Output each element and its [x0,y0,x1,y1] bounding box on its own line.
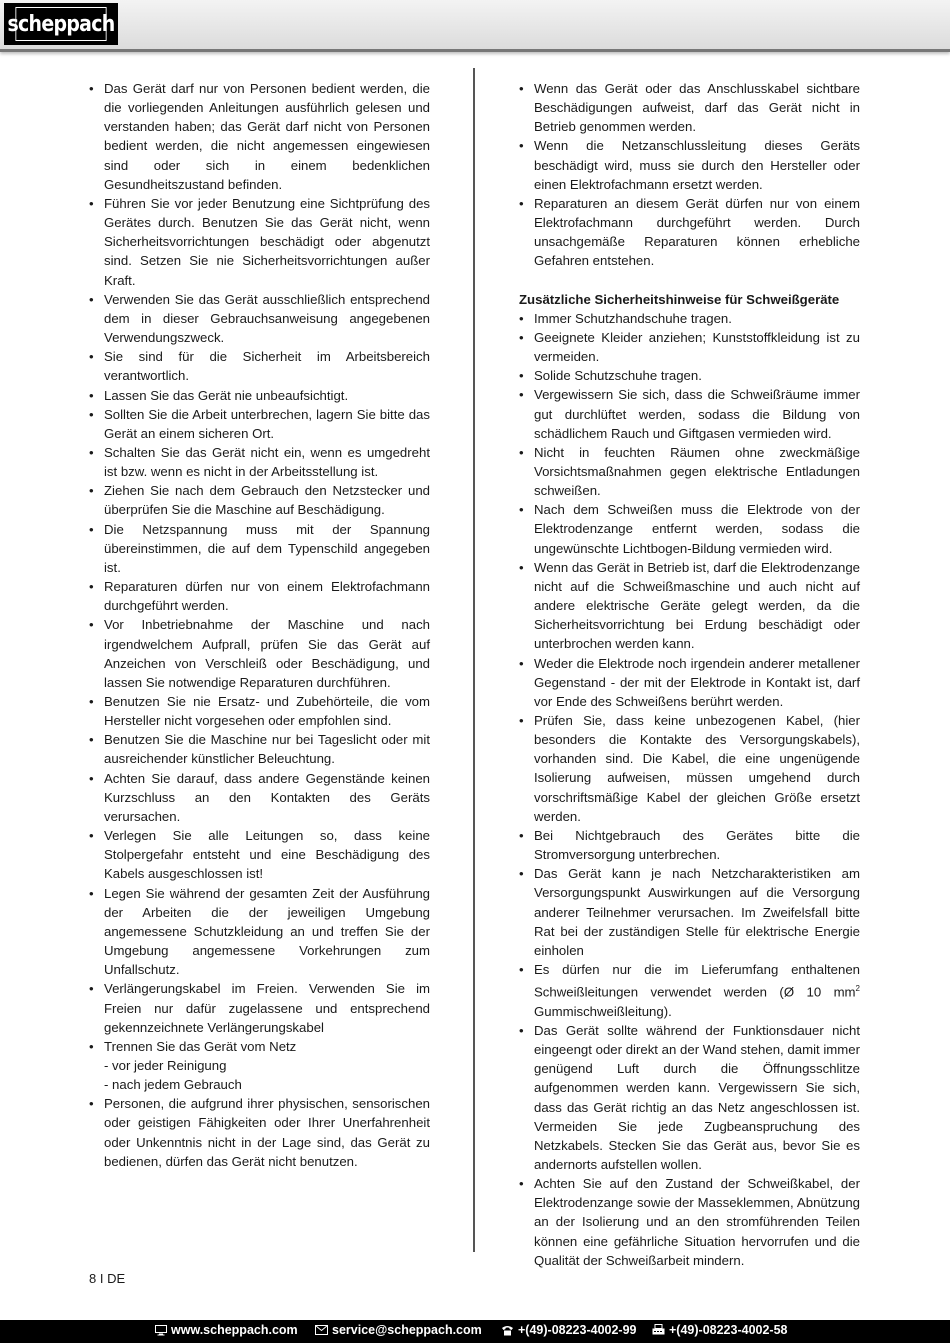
list-item: • Schalten Sie das Gerät nicht ein, wenn es umgedreht ist bzw. wenn es nicht in der Arbeitsstellung ist. [89,443,430,481]
list-item: • Das Gerät darf nur von Personen bedient werden, die die vorliegenden Anleitungen ausführlich gelesen und verstanden haben; das Gerät darf nicht von Personen bedient werden, die nicht angemessen eingewiesen sind oder sich in einem bedenklichen Gesundheitszustand befinden. [89,79,430,194]
list-item: • Geeignete Kleider anziehen; Kunststoffkleidung ist zu vermeiden. [519,328,860,366]
list-item: • Legen Sie während der gesamten Zeit der Ausführung der Arbeiten die der jeweiligen Umgebung angemessene Schutzkleidung an und treffen Sie der Umgebung angemessene Vorkehrungen zum Unfallschutz. [89,884,430,980]
list-item: • Sollten Sie die Arbeit unterbrechen, lagern Sie bitte das Gerät an einem sicheren Ort. [89,405,430,443]
list-item: • Führen Sie vor jeder Benutzung eine Sichtprüfung des Gerätes durch. Benutzen Sie das Gerät nicht, wenn Sicherheitsvorrichtungen beschädigt oder abgenutzt sind. Setzen Sie nie Sicherheitsvorrichtungen außer Kraft. [89,194,430,290]
brand-logo-text: scheppach [15,7,106,41]
list-item: • Wenn die Netzanschlussleitung dieses Geräts beschädigt wird, muss sie durch den Hersteller oder einen Elektrofachmann ersetzt werden. [519,136,860,193]
list-item: • Personen, die aufgrund ihrer physischen, sensorischen oder geistigen Fähigkeiten oder Ihrer Unerfahrenheit oder Unkenntnis nicht in der Lage sind, das Gerät zu bedienen, dürfen das Gerät nicht benutzen. [89,1094,430,1171]
list-item: • Immer Schutzhandschuhe tragen. [519,309,860,328]
list-item: • Wenn das Gerät in Betrieb ist, darf die Elektrodenzange nicht auf die Schweißmaschine und auch nicht auf andere elektrische Geräte gelegt werden, da die Sicherheitsvorrichtung bei Erdung beschädigt oder unterbrochen werden kann. [519,558,860,654]
brand-logo [4,3,118,45]
fax-icon [652,1324,665,1336]
monitor-icon [155,1325,167,1336]
footer-web[interactable] [155,1323,298,1337]
list-item: • Lassen Sie das Gerät nie unbeaufsichtigt. [89,386,430,405]
welding-safety-heading: Zusätzliche Sicherheitshinweise für Schweißgeräte [519,291,840,307]
list-item: • Das Gerät kann je nach Netzcharakteristiken am Versorgungspunkt Auswirkungen auf die Versorgung anderer Teilnehmer verursachen. Im Zweifelsfall bitte Rat bei der zuständigen Stelle für elektrische Energie einholen [519,864,860,960]
list-item: • Benutzen Sie nie Ersatz- und Zubehörteile, die vom Hersteller nicht vorgesehen oder empfohlen sind. [89,692,430,730]
cable-text-before: Es dürfen nur die im Lieferumfang enthaltenen Schweißleitungen verwendet werden (Ø 10 mm [534,962,860,1000]
footer-email-text: service@scheppach.com [332,1323,482,1337]
list-item: • Die Netzspannung muss mit der Spannung übereinstimmen, die auf dem Typenschild angegeben ist. [89,520,430,577]
list-item: • Ziehen Sie nach dem Gebrauch den Netzstecker und überprüfen Sie die Maschine auf Beschädigung. [89,481,430,519]
list-item: • Benutzen Sie die Maschine nur bei Tageslicht oder mit ausreichender künstlicher Beleuchtung. [89,730,430,768]
list-item: • Vor Inbetriebnahme der Maschine und nach irgendwelchem Aufprall, prüfen Sie das Gerät auf Anzeichen von Verschleiß oder Beschädigung, und lassen Sie notwendige Reparaturen durchführen. [89,615,430,692]
list-item: • Vergewissern Sie sich, dass die Schweißräume immer gut durchlüftet werden, sodass die Bildung von schädlichem Rauch und Giftgasen vermieden wird. [519,385,860,442]
left-safety-list [89,79,430,1171]
list-item: • Nach dem Schweißen muss die Elektrode von der Elektrodenzange entfernt werden, sodass die ungewünschte Lichtbogen-Bildung vermieden wird. [519,500,860,557]
list-item: • Reparaturen dürfen nur von einem Elektrofachmann durchgeführt werden. [89,577,430,615]
page-header [0,0,950,52]
list-item: • Nicht in feuchten Räumen ohne zweckmäßige Vorsichtsmaßnahmen gegen elektrische Entladungen schweißen. [519,443,860,500]
left-column [89,79,430,1171]
list-item-cable [519,960,860,1021]
phone-icon [501,1325,514,1336]
list-item-disconnect [89,1037,430,1094]
list-item: • Verwenden Sie das Gerät ausschließlich entsprechend dem in dieser Gebrauchsanweisung angegebenen Verwendungszweck. [89,290,430,347]
footer-phone[interactable] [501,1323,637,1337]
list-item: • Verlegen Sie alle Leitungen so, dass keine Stolpergefahr entsteht und eine Beschädigung des Kabels ausgeschlossen ist! [89,826,430,883]
disconnect-sub-2: - nach jedem Gebrauch [104,1077,242,1093]
column-divider [473,68,475,1252]
cable-superscript: 2 [855,984,860,994]
footer-web-text: www.scheppach.com [171,1323,298,1337]
list-item: • Bei Nichtgebrauch des Gerätes bitte die Stromversorgung unterbrechen. [519,826,860,864]
list-item: • Achten Sie darauf, dass andere Gegenstände keinen Kurzschluss an den Kontakten des Geräts verursachen. [89,769,430,826]
list-item: • Prüfen Sie, dass keine unbezogenen Kabel, (hier besonders die Kontakte des Versorgungskabels), vorhanden sind. Die Kabel, die eine ungenügende Isolierung aufweisen, müssen umgehend durch vorschriftsmäßige Kabel der gleichen Größe ersetzt werden. [519,711,860,826]
page-footer [0,1320,950,1343]
page-number: 8 I DE [89,1271,126,1286]
mail-icon [315,1325,328,1335]
cable-text-after: Gummischweißleitung). [534,1003,672,1019]
list-item: • Sie sind für die Sicherheit im Arbeitsbereich verantwortlich. [89,347,430,385]
list-item: • Solide Schutzschuhe tragen. [519,366,860,385]
footer-fax[interactable] [652,1323,788,1337]
footer-phone-text: +(49)-08223-4002-99 [518,1323,637,1337]
footer-fax-text: +(49)-08223-4002-58 [669,1323,788,1337]
list-item: • Achten Sie auf den Zustand der Schweißkabel, der Elektrodenzange sowie der Masseklemmen, Abnützung an der Isolierung und an den stromführenden Teilen können eine gefährliche Situation hervorrufen und die Qualität der Schweißarbeit mindern. [519,1174,860,1270]
disconnect-sub-1: - vor jeder Reinigung [104,1057,227,1073]
list-item: • Weder die Elektrode noch irgendein anderer metallener Gegenstand - der mit der Elektrode in Kontakt ist, darf vor Ende des Schweißens berührt werden. [519,654,860,711]
list-item: • Verlängerungskabel im Freien. Verwenden Sie im Freien nur dafür zugelassene und entsprechend gekennzeichnete Verlängerungskabel [89,979,430,1036]
right-column [519,79,860,1270]
right-top-list [519,79,860,271]
disconnect-text: • Trennen Sie das Gerät vom Netz [104,1038,297,1054]
footer-email[interactable] [315,1323,482,1337]
list-item: • Reparaturen an diesem Gerät dürfen nur von einem Elektrofachmann durchgeführt werden. Durch unsachgemäße Reparaturen können erhebliche Gefahren entstehen. [519,194,860,271]
list-item: • Wenn das Gerät oder das Anschlusskabel sichtbare Beschädigungen aufweist, darf das Gerät nicht in Betrieb genommen werden. [519,79,860,136]
welding-safety-list [519,309,860,1270]
list-item: • Das Gerät sollte während der Funktionsdauer nicht eingeengt oder direkt an der Wand stehen, damit immer genügend Luft durch die Öffnungsschlitze aufgenommen werden kann. Vergewissern Sie sich, dass das Gerät richtig an das Netz angeschlossen ist. Vermeiden Sie jede Zugbeanspruchung des Netzkabels. Stecken Sie das Gerät aus, bevor Sie es andernorts aufstellen wollen. [519,1021,860,1174]
